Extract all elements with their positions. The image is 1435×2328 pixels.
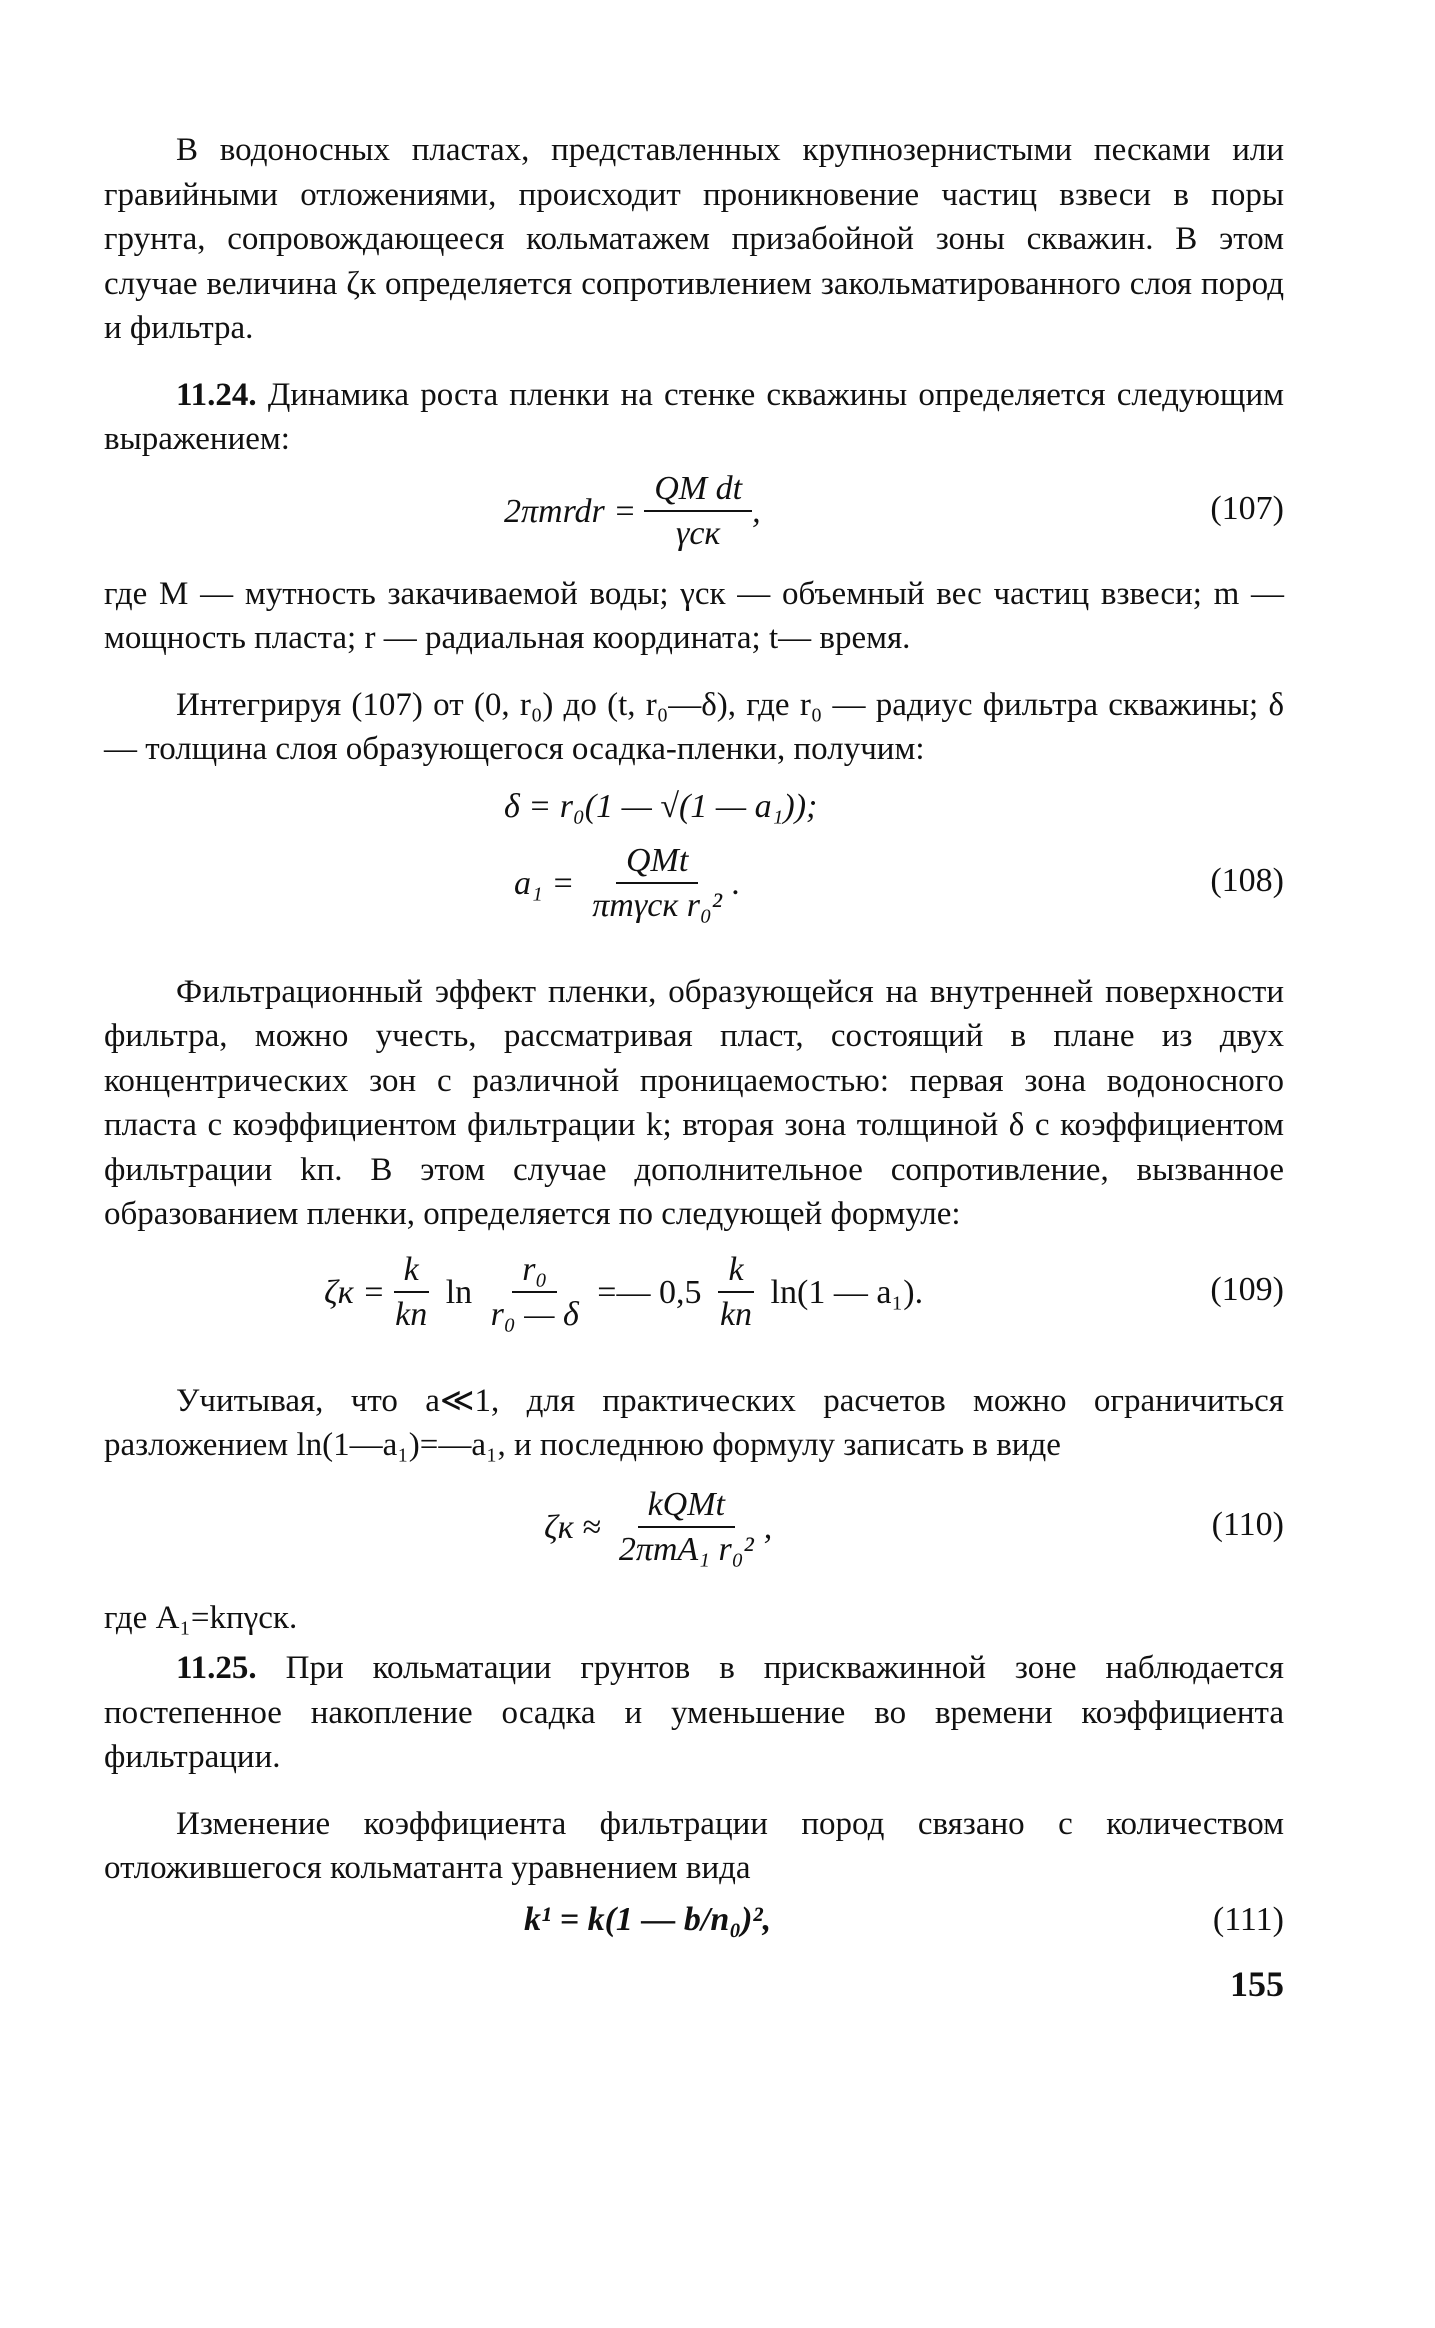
paragraph: Изменение коэффициента фильтрации пород связано с количеством отложившегося кольматанта уравнением вида bbox=[104, 1805, 1284, 1886]
equation-108 bbox=[104, 840, 1284, 948]
section-number: 11.25. bbox=[176, 1650, 257, 1686]
page-number: 155 bbox=[1230, 1963, 1284, 2004]
fraction-denominator: πmγск r₀² bbox=[592, 886, 722, 924]
paragraph: Учитывая, что a≪1, для практических расчетов можно ограничиться разложением ln(1—a₁)=—a₁, и последнюю формулу записать в виде bbox=[104, 1382, 1284, 1463]
fraction-denominator: γск bbox=[675, 514, 721, 552]
paragraph: где A₁=kпγск. bbox=[104, 1599, 298, 1636]
fraction-numerator: k bbox=[394, 1249, 429, 1293]
section-number: 11.24. bbox=[176, 376, 257, 413]
paragraph: где M — мутность закачиваемой воды; γск — объемный вес частиц взвеси; m — мощность пласта; r — радиальная координата; t— время. bbox=[104, 575, 1284, 656]
equation-lhs: 2πmrdr = bbox=[504, 492, 637, 530]
paragraph-section-11-24 bbox=[104, 373, 1284, 462]
equation-tail: . bbox=[732, 864, 741, 902]
equation-lhs: a₁ = bbox=[514, 864, 575, 902]
equation-ln: ln bbox=[437, 1273, 481, 1311]
equation-109 bbox=[104, 1249, 1284, 1357]
equation-tail: ln(1 — a₁). bbox=[762, 1273, 924, 1311]
paragraph: Фильтрационный эффект пленки, образующейся на внутренней поверхности фильтра, можно учесть, рассматривая пласт, состоящий в плане из двух концентрических зон с различной проницаемостью: первая зона водоносного пласта с коэффициентом фильтрации k; вторая зона толщиной δ с коэффициентом фильтрации kп. В этом случае дополнительное сопротивление, вызванное образованием пленки, определяется по следующей формуле: bbox=[104, 973, 1284, 1232]
equation-111 bbox=[104, 1897, 1284, 1957]
equation-label: (108) bbox=[1210, 861, 1284, 899]
equation-tail: , bbox=[752, 492, 761, 530]
fraction-denominator: kп bbox=[395, 1295, 428, 1333]
paragraph: Интегрируя (107) от (0, r₀) до (t, r₀—δ), где r₀ — радиус фильтра скважины; δ — толщина слоя образующегося осадка-пленки, получим: bbox=[104, 686, 1284, 767]
equation-label: (110) bbox=[1211, 1505, 1284, 1543]
equation-label: (111) bbox=[1212, 1900, 1284, 1938]
fraction-numerator: QM dt bbox=[644, 468, 752, 512]
fraction-numerator: r₀ bbox=[512, 1249, 557, 1293]
equation-lhs: ζк = bbox=[324, 1273, 386, 1311]
equation-107 bbox=[104, 462, 1284, 572]
fraction-denominator: r₀ — δ bbox=[490, 1295, 579, 1333]
paragraph-text: При кольматации грунтов в прискважинной зоне наблюдается постепенное накопление осадка и уменьшение во времени коэффициента фильтрации. bbox=[104, 1650, 1284, 1775]
fraction-numerator: kQMt bbox=[638, 1484, 735, 1528]
equation-lhs: ζк ≈ bbox=[544, 1508, 601, 1546]
equation-label: (109) bbox=[1210, 1270, 1284, 1308]
fraction-denominator: kп bbox=[719, 1295, 753, 1333]
paragraph-text: Динамика роста пленки на стенке скважины определяется следующим выражением: bbox=[104, 376, 1284, 457]
equation-108a bbox=[104, 784, 1284, 840]
equation-label: (107) bbox=[1210, 489, 1284, 527]
fraction-denominator: 2πmA₁ r₀² bbox=[618, 1530, 754, 1568]
equation-text: δ = r₀(1 — √(1 — a₁)); bbox=[504, 787, 818, 825]
equation-tail: , bbox=[763, 1508, 773, 1546]
paragraph-section-11-25 bbox=[104, 1646, 1284, 1780]
paragraph: В водоносных пластах, представленных крупнозернистыми песками или гравийными отложениями, происходит проникновение частиц взвеси в поры грунта, сопровождающееся кольматажем призабойной зоны скважин. В этом случае величина ζк определяется сопротивлением закольматированного слоя пород и фильтра. bbox=[104, 132, 1284, 346]
equation-110 bbox=[104, 1480, 1284, 1596]
fraction-numerator: QMt bbox=[616, 840, 698, 884]
page-content bbox=[104, 128, 1284, 2017]
fraction-numerator: k bbox=[718, 1249, 753, 1293]
equation-text: k¹ = k(1 — b/n₀)², bbox=[524, 1900, 772, 1938]
equation-middle: =— 0,5 bbox=[588, 1273, 710, 1311]
